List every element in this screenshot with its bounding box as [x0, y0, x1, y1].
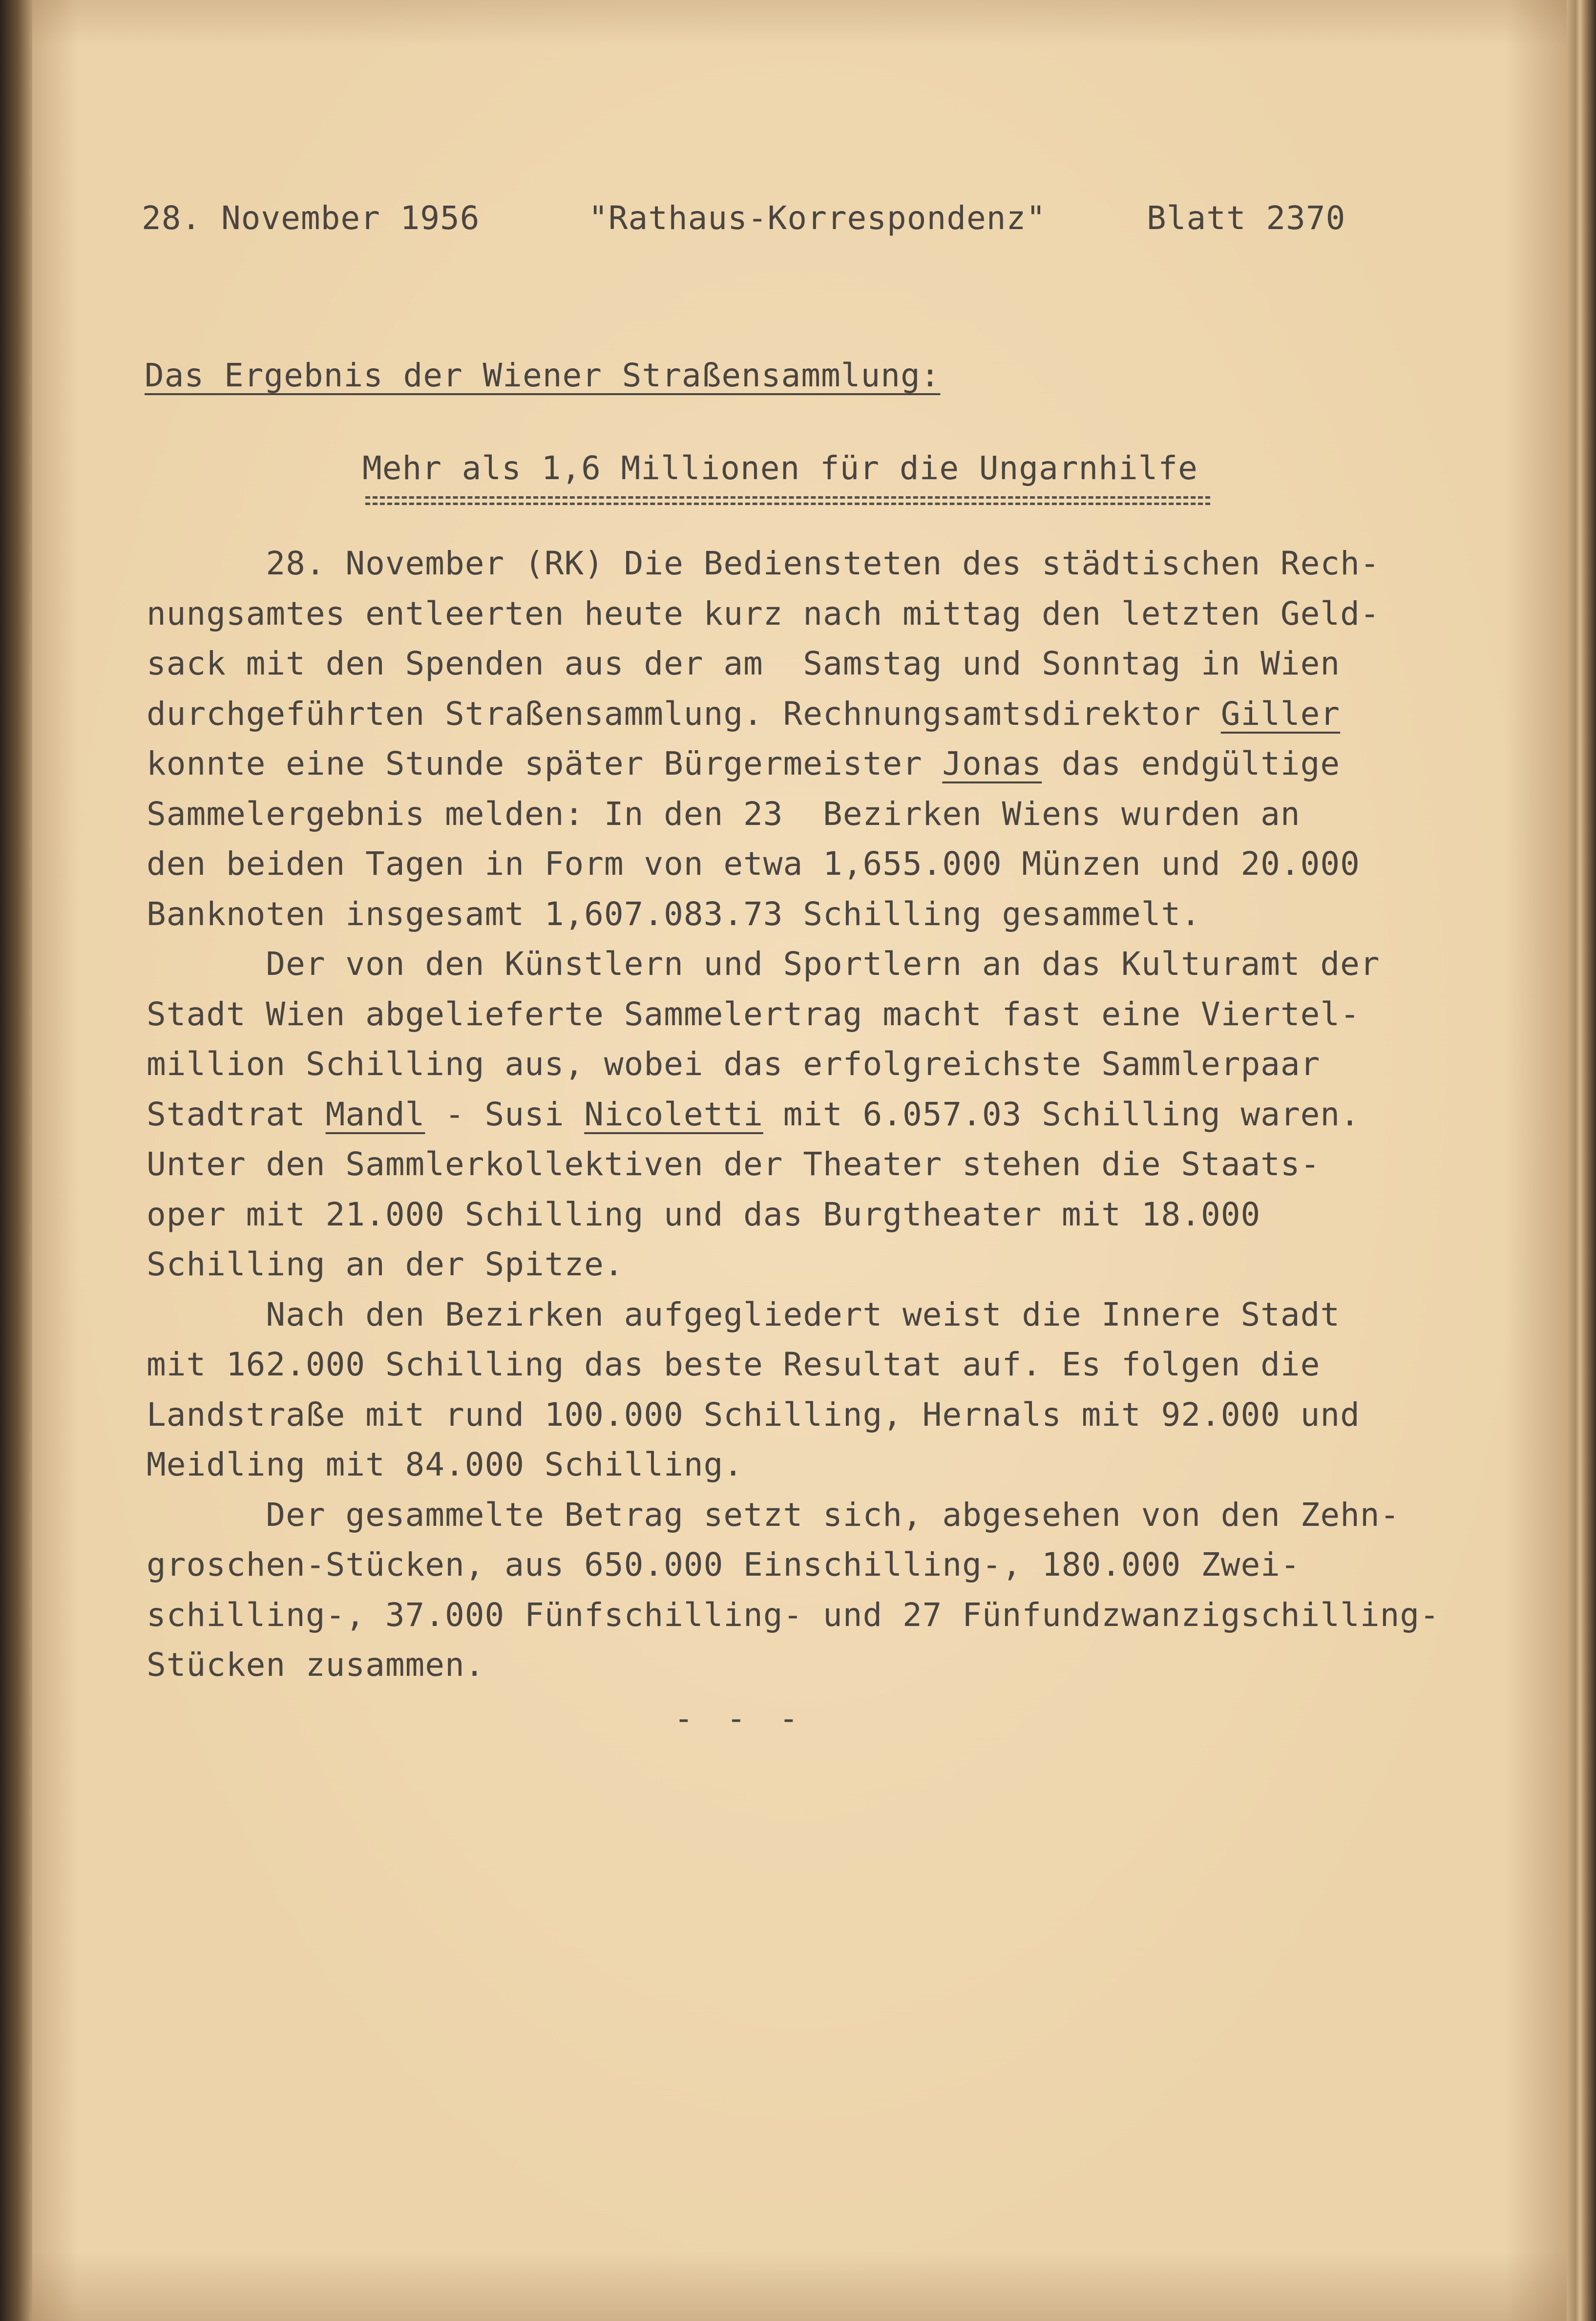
- body-line: [147, 1245, 624, 1283]
- body-line: [147, 1496, 1400, 1534]
- body-text: 28. November (RK) Die Bediensteten des städtischen Rech-: [147, 545, 1380, 582]
- body-line: [147, 845, 1360, 883]
- body-text: mit 162.000 Schilling das beste Resultat auf. Es folgen die: [147, 1346, 1321, 1383]
- body-text: oper mit 21.000 Schilling und das Burgtheater mit 18.000: [147, 1195, 1261, 1233]
- headline-double-rule: [365, 496, 1210, 505]
- section-title: Das Ergebnis der Wiener Straßensammlung:: [145, 357, 941, 394]
- body-text: nungsamtes entleerten heute kurz nach mittag den letzten Geld-: [147, 594, 1380, 633]
- body-line: [147, 545, 1380, 582]
- book-binding: [0, 0, 32, 2321]
- body-text: sack mit den Spenden aus der am Samstag und Sonntag in Wien: [147, 645, 1341, 682]
- body-line: [147, 745, 1340, 782]
- body-text: Landstraße mit rund 100.000 Schilling, Hernals mit 92.000 und: [147, 1395, 1360, 1434]
- body-text: Sammelergebnis melden: In den 23 Bezirken Wiens wurden an: [147, 795, 1301, 833]
- body-text: Schilling an der Spitze.: [147, 1245, 624, 1283]
- body-text: Stadt Wien abgelieferte Sammelertrag macht fast eine Viertel-: [147, 995, 1360, 1033]
- body-text: Der gesammelte Betrag setzt sich, abgesehen von den Zehn-: [147, 1496, 1400, 1534]
- body-line: [147, 1045, 1320, 1083]
- body-line: [147, 995, 1360, 1033]
- body-line: [147, 895, 1201, 933]
- underlined-name: Jonas: [942, 745, 1042, 782]
- body-text: Banknoten insgesamt 1,607.083.73 Schilling gesammelt.: [147, 895, 1201, 933]
- header-leaf-number: Blatt 2370: [1147, 199, 1346, 237]
- header-date: 28. November 1956: [142, 199, 480, 237]
- body-line: [147, 1546, 1301, 1583]
- body-text: Nach den Bezirken aufgegliedert weist die Innere Stadt: [147, 1295, 1341, 1333]
- body-text: konnte eine Stunde später Bürgermeister: [147, 745, 943, 782]
- body-text: schilling-, 37.000 Fünfschilling- und 27 Fünfundzwanzigschilling-: [147, 1596, 1440, 1634]
- underlined-name: Giller: [1220, 695, 1341, 733]
- body-line: [147, 695, 1340, 733]
- body-line: [147, 1145, 1320, 1183]
- body-text: mit 6.057.03 Schilling waren.: [763, 1095, 1360, 1133]
- body-text: million Schilling aus, wobei das erfolgreichste Sammlerpaar: [147, 1045, 1321, 1083]
- body-line: [147, 1446, 743, 1483]
- body-line: [147, 1596, 1440, 1634]
- body-line: [147, 945, 1380, 983]
- underlined-name: Mandl: [325, 1095, 425, 1133]
- body-line: [147, 1196, 1260, 1233]
- end-mark: - - -: [674, 1700, 805, 1737]
- body-text: Meidling mit 84.000 Schilling.: [147, 1446, 744, 1483]
- body-line: [147, 1396, 1360, 1434]
- body-text: den beiden Tagen in Form von etwa 1,655.000 Münzen und 20.000: [147, 845, 1360, 883]
- body-line: [147, 1096, 1360, 1133]
- page-edge: [1567, 0, 1596, 2321]
- body-text: Der von den Künstlern und Sportlern an das Kulturamt der: [147, 945, 1380, 983]
- body-text: - Susi: [425, 1095, 585, 1133]
- body-text: Stadtrat: [147, 1095, 326, 1133]
- body-line: [147, 795, 1301, 833]
- body-text: durchgeführten Straßensammlung. Rechnungsamtsdirektor: [147, 695, 1221, 733]
- body-line: [147, 1646, 485, 1684]
- article-headline: Mehr als 1,6 Millionen für die Ungarnhilfe: [362, 449, 1198, 487]
- underlined-name: Nicoletti: [584, 1095, 763, 1133]
- body-line: [147, 645, 1340, 682]
- body-text: Stücken zusammen.: [147, 1646, 485, 1684]
- header-publication: "Rathaus-Korrespondenz": [588, 199, 1046, 237]
- body-line: [147, 1296, 1340, 1333]
- body-line: [147, 1346, 1320, 1383]
- body-text: das endgültige: [1042, 745, 1341, 782]
- body-text: Unter den Sammlerkollektiven der Theater stehen die Staats-: [147, 1145, 1321, 1183]
- body-text: groschen-Stücken, aus 650.000 Einschilling-, 180.000 Zwei-: [147, 1546, 1301, 1583]
- body-line: [147, 595, 1380, 633]
